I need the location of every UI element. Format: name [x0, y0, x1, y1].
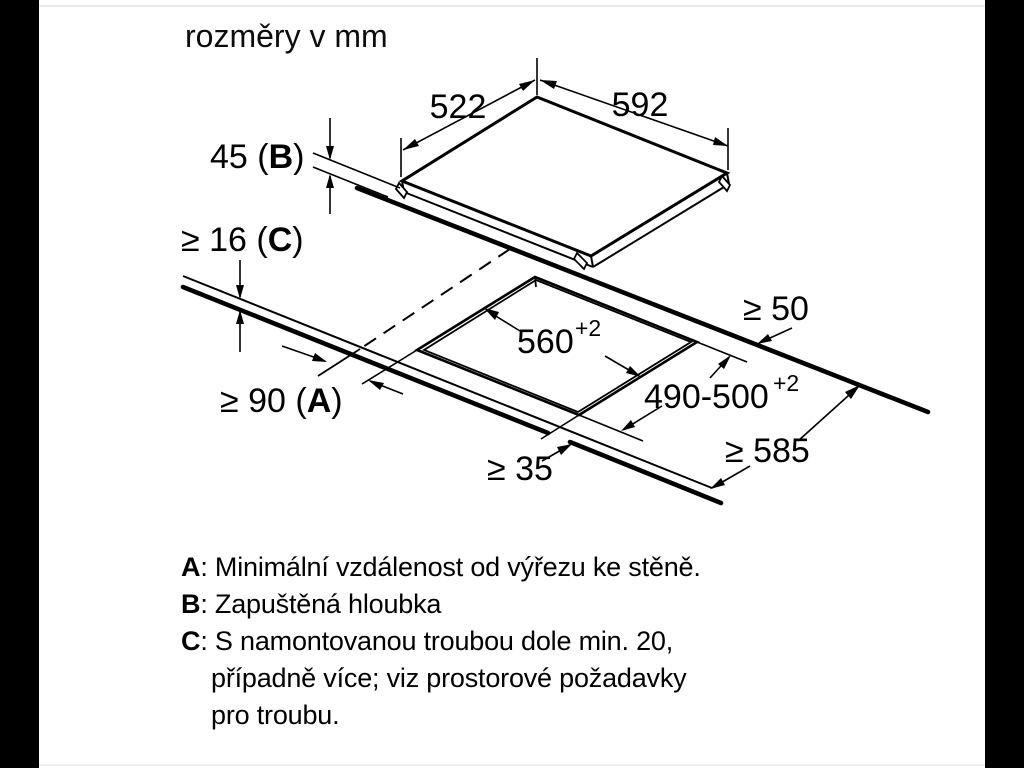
- arrowhead-icon: [368, 380, 384, 390]
- hidden-wall-line: [360, 249, 510, 349]
- dim-522-label: 522: [429, 88, 487, 126]
- legend-text-b: : Zapuštěná hloubka: [200, 589, 442, 619]
- arrowhead-icon: [710, 478, 725, 489]
- dim-50-label: ≥ 50: [743, 290, 809, 328]
- arrowhead-icon: [403, 139, 419, 150]
- legend-item-b: [181, 586, 821, 623]
- arrowhead-icon: [557, 444, 572, 455]
- dim-50: [743, 290, 809, 344]
- cooktop-tab-left: [396, 183, 407, 198]
- arrowhead-icon: [626, 366, 641, 377]
- arrowhead-icon: [312, 353, 327, 362]
- dim-35-label: ≥ 35: [487, 450, 553, 488]
- dim-45b-label: 45 (B): [210, 138, 305, 176]
- arrowhead-icon: [713, 137, 728, 146]
- arrowhead-icon: [519, 80, 535, 91]
- arrowhead-icon: [484, 308, 499, 320]
- legend-item-c-line3: [181, 697, 821, 734]
- dim-585-label: ≥ 585: [725, 432, 810, 470]
- page-title: rozměry v mm: [185, 18, 388, 54]
- cutout-side-edge-extension: [541, 415, 579, 439]
- legend-letter-c: C: [181, 626, 201, 656]
- dim-16c-label: ≥ 16 (C): [181, 221, 304, 259]
- hidden-wall-line-solid: [318, 349, 360, 376]
- dim-560-sup: +2: [575, 315, 602, 341]
- legend: [181, 549, 821, 734]
- cutout-back-edge-extension: [697, 342, 747, 362]
- panel-top-surface-extension: [313, 153, 400, 188]
- arrowhead-icon: [326, 174, 334, 188]
- legend-text-a: : Minimální vzdálenost od výřezu ke stěně.: [200, 552, 701, 582]
- dim-35: [487, 444, 572, 488]
- arrowhead-icon: [757, 334, 772, 344]
- dim-45b: [210, 118, 334, 214]
- legend-letter-a: A: [181, 552, 201, 582]
- worktop-front-edge-bottom-right: [570, 442, 721, 503]
- dim-560: [484, 308, 641, 377]
- dim-592-label: 592: [611, 86, 669, 124]
- legend-text-c: : S namontovanou troubou dole min. 20,: [200, 626, 674, 656]
- legend-item-a: [181, 549, 821, 586]
- panel-bottom-surface-extension: [313, 167, 388, 197]
- arrowhead-icon: [540, 80, 557, 89]
- dim-16c: [181, 221, 304, 352]
- dim-560-label: 560: [517, 323, 574, 361]
- cutout-front-edge-extension: [579, 415, 643, 441]
- legend-item-c-line2: [181, 660, 821, 697]
- legend-text-c2: případně více; viz prostorové požadavky: [211, 663, 687, 693]
- arrowhead-icon: [621, 420, 635, 431]
- cutout-corner-tick: [535, 277, 536, 287]
- dim-90a: [220, 346, 403, 420]
- dim-490-500-sup: +2: [773, 370, 800, 396]
- cooktop-tab-bottom: [574, 253, 587, 269]
- legend-text-c3: pro troubu.: [211, 700, 340, 730]
- legend-letter-b: B: [181, 589, 201, 619]
- dim-490-500: [621, 355, 799, 431]
- legend-item-c: [181, 623, 821, 660]
- dim-90a-label: ≥ 90 (A): [220, 382, 343, 420]
- dim-490-500-label: 490-500: [644, 378, 769, 416]
